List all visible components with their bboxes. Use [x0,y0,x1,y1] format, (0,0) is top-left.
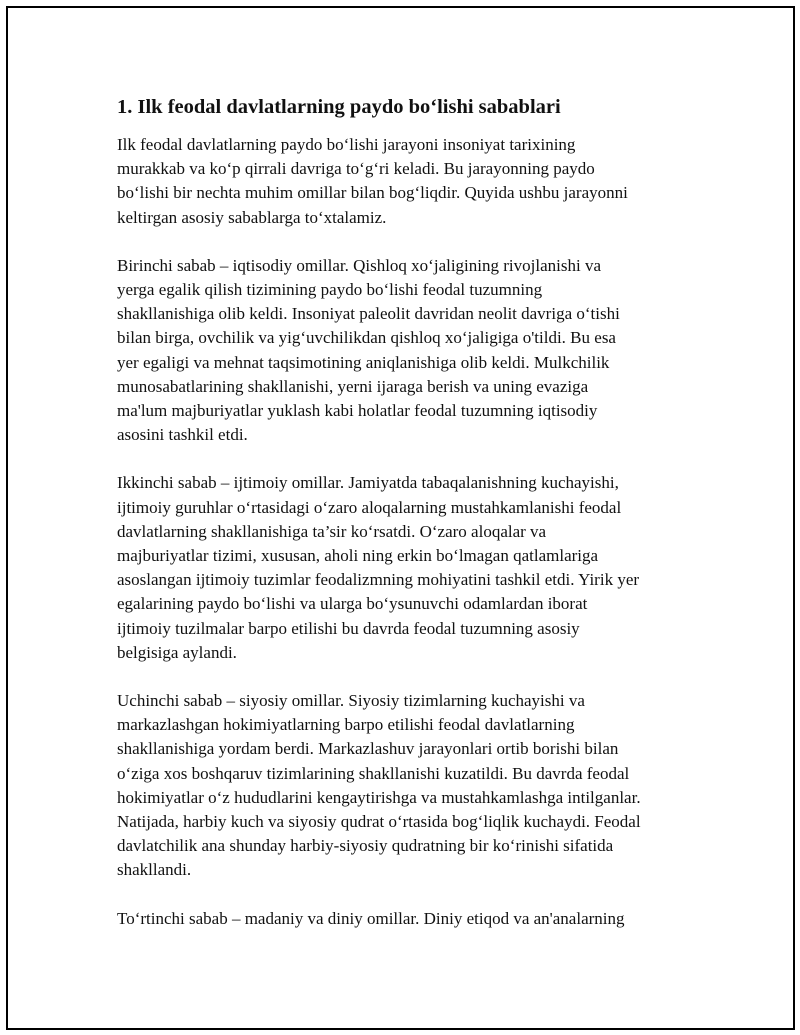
text-line: yer egaligi va mehnat taqsimotining aniqlanishiga olib keldi. Mulkchilik [117,352,610,372]
text-line: murakkab va ko‘p qirrali davriga to‘g‘ri keladi. Bu jarayonning paydo [117,159,595,179]
text-line: markazlashgan hokimiyatlarning barpo etilishi feodal davlatlarning [117,715,575,735]
paragraph-social-factors [117,471,697,665]
text-line: Birinchi sabab – iqtisodiy omillar. Qishloq xo‘jaligining rivojlanishi va [117,255,601,275]
paragraph-intro [117,133,697,230]
text-line: Ilk feodal davlatlarning paydo bo‘lishi jarayoni insoniyat tarixining [117,135,576,154]
text-line: majburiyatlar tizimi, xususan, aholi ning erkin bo‘lmagan qatlamlariga [117,546,599,566]
section-heading: 1. Ilk feodal davlatlarning paydo bo‘lishi sabablari [117,96,561,118]
text-line: davlatlarning shakllanishiga ta’sir ko‘rsatdi. O‘zaro aloqalar va [117,521,547,541]
document-body [117,95,697,955]
text-line: o‘ziga xos boshqaruv tizimlarining shakllanishi kuzatildi. Bu davrda feodal [117,763,630,783]
text-line: asoslangan ijtimoiy tuzimlar feodalizmning mohiyatini tashkil etdi. Yirik yer [117,570,640,590]
text-line: bo‘lishi bir nechta muhim omillar bilan bog‘liqdir. Quyida ushbu jarayonni [117,183,628,203]
text-line: hokimiyatlar o‘z hududlarini kengaytirishga va mustahkamlashga intilganlar. [117,787,641,807]
text-line: shakllanishiga yordam berdi. Markazlashuv jarayonlari ortib borishi bilan [117,739,619,759]
paragraph-political-factors [117,689,697,883]
text-line: Uchinchi sabab – siyosiy omillar. Siyosiy tizimlarning kuchayishi va [117,691,585,711]
paragraph-economic-factors [117,254,697,448]
text-line: Ikkinchi sabab – ijtimoiy omillar. Jamiyatda tabaqalanishning kuchayishi, [117,473,619,493]
text-line: shakllanishiga olib keldi. Insoniyat paleolit davridan neolit davriga o‘tishi [117,304,620,324]
text-line: egalarining paydo bo‘lishi va ularga bo‘ysunuvchi odamlardan iborat [117,594,588,614]
text-line: ma'lum majburiyatlar yuklash kabi holatlar feodal tuzumning iqtisodiy [117,401,598,421]
text-line: davlatchilik ana shunday harbiy-siyosiy qudratning bir ko‘rinishi sifatida [117,836,614,856]
text-line: yerga egalik qilish tizimining paydo bo‘lishi feodal tuzumning [117,280,543,300]
text-line: bilan birga, ovchilik va yig‘uvchilikdan qishloq xo‘jaligiga o'tildi. Bu esa [117,328,616,348]
paragraph-cultural-religious-factors [117,907,697,931]
text-line: belgisiga aylandi. [117,642,237,662]
text-line: ijtimoiy guruhlar o‘rtasidagi o‘zaro aloqalarning mustahkamlanishi feodal [117,497,622,517]
text-line: munosabatlarining shakllanishi, yerni ijaraga berish va uning evaziga [117,376,589,396]
text-line: To‘rtinchi sabab – madaniy va diniy omillar. Diniy etiqod va an'analarning [117,908,625,928]
text-line: shakllandi. [117,860,192,880]
text-line: ijtimoiy tuzilmalar barpo etilishi bu davrda feodal tuzumning asosiy [117,618,580,638]
text-line: asosini tashkil etdi. [117,425,248,445]
text-line: Natijada, harbiy kuch va siyosiy qudrat o‘rtasida bog‘liqlik kuchaydi. Feodal [117,812,641,832]
text-line: keltirgan asosiy sabablarga to‘xtalamiz. [117,207,387,227]
